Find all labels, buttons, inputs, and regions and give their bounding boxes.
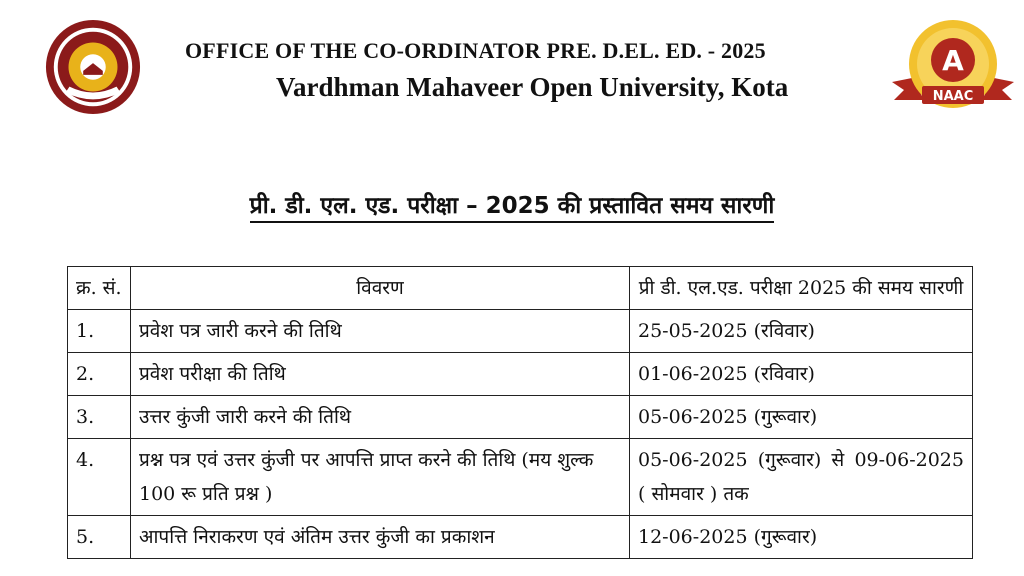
row-date: 01-06-2025 (रविवार) [630,353,973,396]
table-row [68,516,973,559]
row-serial: 5. [68,516,131,559]
row-description: प्रवेश पत्र जारी करने की तिथि [131,310,630,353]
row-description: उत्तर कुंजी जारी करने की तिथि [131,396,630,439]
row-description: प्रवेश परीक्षा की तिथि [131,353,630,396]
table-row [68,353,973,396]
row-date: 05-06-2025 (गुरूवार) [630,396,973,439]
row-serial: 4. [68,439,131,516]
naac-grade: A [942,44,964,77]
naac-a-grade-badge-icon [888,16,1018,120]
row-description: आपत्ति निराकरण एवं अंतिम उत्तर कुंजी का प्रकाशन [131,516,630,559]
row-serial: 3. [68,396,131,439]
schedule-table [67,266,973,559]
office-heading: OFFICE OF THE CO-ORDINATOR PRE. D.EL. ED. - 2025 [185,38,766,63]
naac-label: NAAC [932,89,974,104]
header-description: विवरण [131,267,630,310]
table-row [68,310,973,353]
header-serial: क्र. सं. [68,267,131,310]
page-title [0,188,1024,220]
page-title-text: प्री. डी. एल. एड. परीक्षा – 2025 की प्रस्तावित समय सारणी [250,193,775,223]
university-name: Vardhman Mahaveer Open University, Kota [276,72,789,102]
row-date: 25-05-2025 (रविवार) [630,310,973,353]
header-schedule: प्री डी. एल.एड. परीक्षा 2025 की समय सारणी [630,267,973,310]
row-description: प्रश्न पत्र एवं उत्तर कुंजी पर आपत्ति प्राप्त करने की तिथि (मय शुल्क 100 रू प्रति प्रश्न ) [131,439,630,516]
document-header [0,0,1024,130]
row-date: 05-06-2025 (गुरूवार) से 09-06-2025 ( सोमवार ) तक [630,439,973,516]
row-date: 12-06-2025 (गुरूवार) [630,516,973,559]
table-header-row [68,267,973,310]
table-row [68,439,973,516]
table-row [68,396,973,439]
vmou-seal-icon [44,18,142,116]
row-serial: 2. [68,353,131,396]
row-serial: 1. [68,310,131,353]
